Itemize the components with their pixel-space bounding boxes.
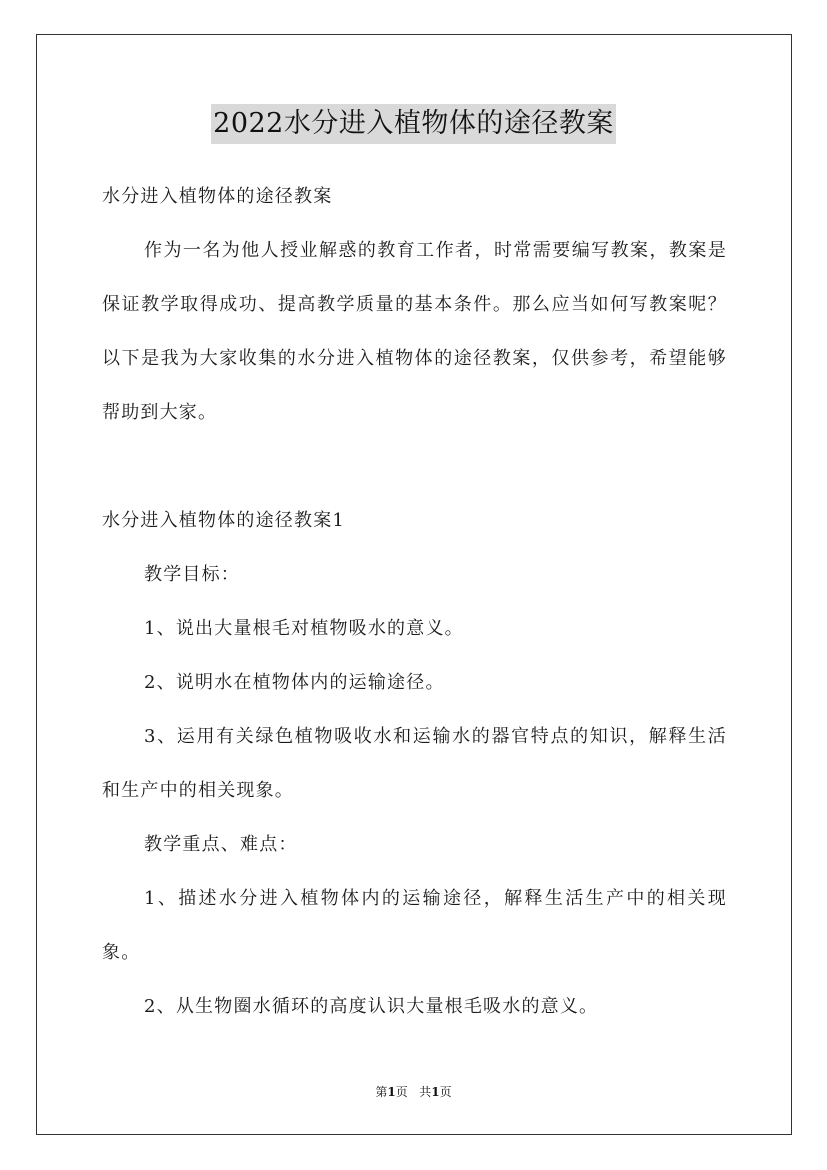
page-label-suffix: 页 [395,1085,408,1099]
blank-line [102,440,727,494]
goal-item: 1、说出大量根毛对植物吸水的意义。 [144,618,464,639]
total-pages: 1 [431,1085,440,1099]
section-heading: 水分进入植物体的途径教案1 [102,510,346,531]
title-container [0,104,827,144]
goals-heading: 教学目标： [144,564,240,585]
intro-paragraph: 作为一名为他人授业解惑的教育工作者，时常需要编写教案，教案是保证教学取得成功、提高教学质量的基本条件。那么应当如何写教案呢？以下是我为大家收集的水分进入植物体的途径教案，仅供参考，希望能够帮助到大家。 [102,240,727,423]
document-body [102,170,727,1034]
document-title: 2022水分进入植物体的途径教案 [211,104,616,144]
key-point-item: 1、描述水分进入植物体内的运输途径，解释生活生产中的相关现象。 [102,888,727,963]
page-number: 1 [387,1085,396,1099]
total-label-prefix: 共 [419,1085,432,1099]
goal-item: 2、说明水在植物体内的运输途径。 [144,672,445,693]
page-footer [0,1082,827,1102]
page-label-prefix: 第 [375,1085,388,1099]
goal-item: 3、运用有关绿色植物吸收水和运输水的器官特点的知识，解释生活和生产中的相关现象。 [102,726,727,801]
key-points-heading: 教学重点、难点： [144,834,298,855]
key-point-item: 2、从生物圈水循环的高度认识大量根毛吸水的意义。 [144,996,599,1017]
total-label-suffix: 页 [439,1085,452,1099]
document-subtitle: 水分进入植物体的途径教案 [102,186,333,207]
